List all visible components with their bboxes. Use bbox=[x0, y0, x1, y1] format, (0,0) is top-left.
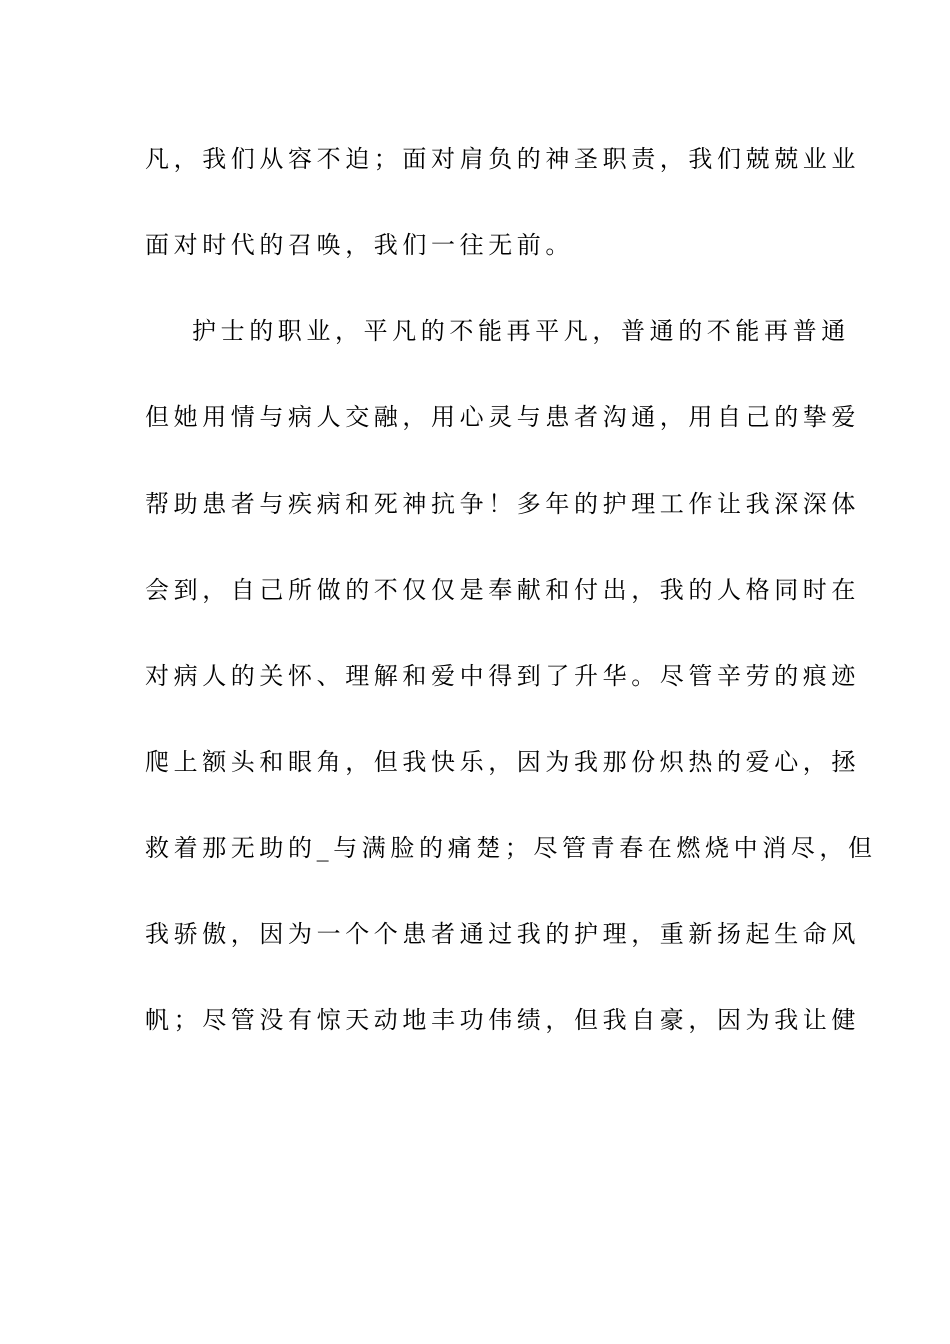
text-line-11: 帆；尽管没有惊天动地丰功伟绩，但我自豪，因为我让健 bbox=[145, 1006, 860, 1034]
text-line-10: 我骄傲，因为一个个患者通过我的护理，重新扬起生命风 bbox=[145, 920, 860, 948]
text-line-3-paragraph-start: 护士的职业，平凡的不能再平凡，普通的不能再普通 bbox=[192, 317, 850, 345]
text-line-7: 对病人的关怀、理解和爱中得到了升华。尽管辛劳的痕迹 bbox=[145, 662, 860, 690]
text-line-8: 爬上额头和眼角，但我快乐，因为我那份炽热的爱心，拯 bbox=[145, 748, 860, 776]
text-line-2: 面对时代的召唤，我们一往无前。 bbox=[145, 231, 574, 259]
text-line-5: 帮助患者与疾病和死神抗争！多年的护理工作让我深深体 bbox=[145, 490, 860, 518]
text-line-1: 凡，我们从容不迫；面对肩负的神圣职责，我们兢兢业业 bbox=[145, 145, 860, 173]
text-line-9: 救着那无助的_与满脸的痛楚；尽管青春在燃烧中消尽，但 bbox=[145, 834, 877, 862]
text-line-6: 会到，自己所做的不仅仅是奉献和付出，我的人格同时在 bbox=[145, 576, 860, 604]
text-line-4: 但她用情与病人交融，用心灵与患者沟通，用自己的挚爱 bbox=[145, 403, 860, 431]
